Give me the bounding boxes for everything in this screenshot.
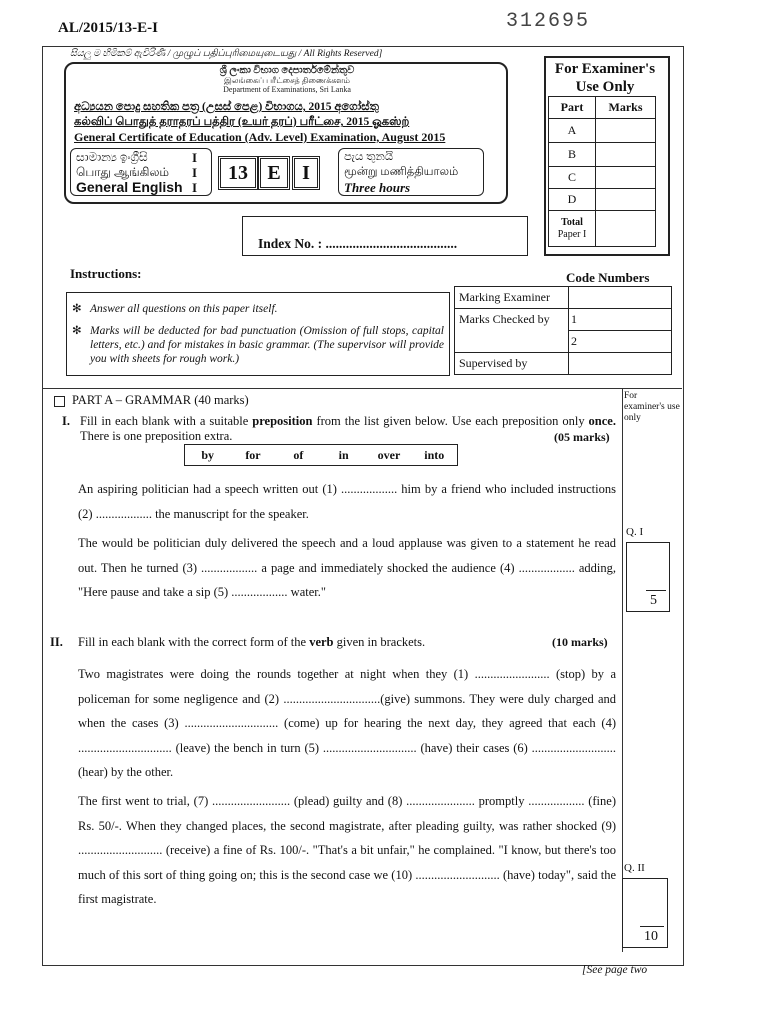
subject-part-2: I (192, 165, 198, 180)
q1-score-max: 5 (650, 593, 657, 608)
row-part-c: C (549, 167, 596, 189)
instructions-heading: Instructions: (70, 266, 142, 281)
code-label-supervised: Supervised by (455, 353, 569, 375)
q2-paragraph-2: The first went to trial, (7) ......................... (plead) guilty and (8) ...................... promptly .................. (fine) Rs. 50/-. When they changed places, the second magistrate, after pleading guilty, was rather shocked (9) ........................... (receive) a fine of Rs. 100/-. "That's a bit unfair," he complained. "I know, but there's too much of this sort of thing going on; this is the second case we (10) ........................... (have) today", said the first magistrate. (78, 794, 616, 906)
rights-line: සියලු ම හිමිකම් ඇවිරිණි / முழுப் பதிப்புரிமையுடையது / All Rights Reserved] (70, 49, 383, 59)
q1-text-c: from the list given below. Use each preposition only (312, 414, 589, 428)
q2-number: II. (50, 635, 63, 649)
examiner-title: For Examiner's Use Only (554, 61, 656, 95)
col-part: Part (549, 97, 596, 119)
q1-number: I. (62, 414, 70, 428)
prep-option: into (424, 448, 445, 462)
subject-part-3: I (192, 180, 198, 195)
duration-text (344, 150, 458, 195)
marks-cell-b[interactable] (596, 143, 656, 167)
paper-code: AL/2015/13-E-I (58, 20, 159, 36)
q1-score-label: Q. I (626, 526, 644, 538)
q2-instruction (78, 635, 425, 650)
prep-option: for (245, 448, 261, 462)
q1-paragraph-1: An aspiring politician had a speech written out (1) .................. him by a friend who included instructions (2) .................. the manuscript for the speaker. (78, 482, 616, 521)
total-sub: Paper I (557, 228, 587, 240)
examiner-marks-table (548, 96, 656, 247)
row-part-a: A (549, 119, 596, 143)
code-value-supervised[interactable] (569, 353, 672, 375)
q1-paragraph-2: The would be politician duly delivered the speech and a loud applause was given to a statement he read out. Then he turned (3) .................. a page and immediately shocked the audience (4) .................. adding, "Here pause and take a sip (5) .................. water." (78, 536, 616, 599)
checkbox-icon (54, 396, 65, 407)
duration-si: පැය තුනයි (344, 151, 394, 163)
row-total (549, 211, 596, 247)
dept-si: ශ්‍රී ලංකා විභාග දෙපාර්තමේන්තුව (219, 65, 355, 76)
instruction-text-2: Marks will be deducted for bad punctuation (Omission of full stops, capital letters, etc.) and for mistakes in basic grammar. (The supervisor will provide you with sheets for rough work.) (90, 325, 444, 365)
part-a-title: PART A – GRAMMAR (40 marks) (72, 393, 249, 407)
exam-title-en: General Certificate of Education (Adv. Level) Examination, August 2015 (74, 130, 446, 144)
prep-option: of (293, 448, 304, 462)
subject-part-col (192, 150, 197, 195)
exam-title-ta: கல்விப் பொதுத் தராதரப் பத்திர (உயர் தரப்) பரீட்சை, 2015 ஓகஸ்ற் (74, 116, 410, 128)
q1-score-box[interactable] (626, 542, 670, 612)
prep-option: over (377, 448, 401, 462)
exam-title-si: අධ්‍යයන පොදු සහතික පත්‍ර (උසස් පෙළ) විභාගය, 2015 අගෝස්තු (74, 101, 379, 113)
code-numbers-table (454, 286, 672, 375)
duration-en: Three hours (344, 180, 411, 195)
marks-cell-total[interactable] (596, 211, 656, 247)
q2-marks: (10 marks) (552, 635, 608, 649)
subject-en: General English (76, 179, 183, 195)
q1-instruction (80, 414, 616, 444)
subject-part-1: I (192, 150, 198, 165)
code-part-box: I (292, 156, 320, 190)
total-label: Total (561, 216, 583, 228)
preposition-list (184, 444, 458, 466)
q1-text-d: once. (588, 414, 616, 428)
code-label-checked: Marks Checked by (455, 309, 569, 331)
q2-paragraph-1: Two magistrates were doing the rounds together at night when they (1) ........................ (stop) by a policeman for some negligence and (2) ...............................(give) summons. They were duly charged and when the cases (3) .............................. (come) up for hearing the next day, they agreed that each (4) .............................. (leave) the bench in turn (5) .............................. (have) their cases (6) ........................... (hear) by the other. (78, 667, 616, 779)
dept-ta: இலங்கைப் பரீட்சைத் திணைக்களம் (224, 75, 350, 85)
instruction-item-1 (72, 302, 444, 316)
row-part-d: D (549, 189, 596, 211)
examiner-use-note: For examiner's use only (624, 391, 680, 423)
subject-ta: பொது ஆங்கிலம் (76, 165, 170, 179)
marks-cell-c[interactable] (596, 167, 656, 189)
section-divider (42, 388, 682, 389)
q1-text-b: preposition (252, 414, 313, 428)
instruction-item-2 (72, 324, 444, 366)
code-value-marking[interactable] (569, 287, 672, 309)
part-a-heading (72, 393, 249, 408)
subject-names (76, 150, 183, 195)
q2-score-rule (640, 926, 664, 927)
marks-cell-d[interactable] (596, 189, 656, 211)
code-numbers-heading: Code Numbers (566, 270, 650, 285)
q1-score-rule (646, 590, 666, 591)
index-label: Index No. : ....................................... (258, 236, 458, 251)
code-label-marking: Marking Examiner (455, 287, 569, 309)
marks-cell-a[interactable] (596, 119, 656, 143)
code-letter-box: E (258, 156, 290, 190)
see-page-two: [See page two (582, 964, 648, 976)
q1-marks: (05 marks) (554, 430, 610, 444)
code-value-checked-2[interactable]: 2 (569, 331, 672, 353)
bullet-icon: ✻ (72, 303, 82, 315)
bullet-icon: ✻ (72, 325, 82, 337)
q2-score-label: Q. II (624, 862, 645, 874)
duration-ta: மூன்று மணித்தியாலம் (344, 166, 459, 178)
instructions-list (72, 302, 444, 366)
q2-score-max: 10 (644, 929, 658, 944)
exam-title-block (74, 100, 502, 145)
col-marks: Marks (596, 97, 656, 119)
prep-option: by (201, 448, 214, 462)
dept-en: Department of Examinations, Sri Lanka (223, 85, 351, 94)
department-block (76, 66, 498, 95)
code-label-checked-2 (455, 331, 569, 353)
row-part-b: B (549, 143, 596, 167)
code-value-checked-1[interactable]: 1 (569, 309, 672, 331)
q2-text-b: verb (309, 635, 334, 649)
q1-text-e: There is one preposition extra. (80, 429, 233, 443)
serial-number: 312695 (506, 10, 591, 33)
q1-text-a: Fill in each blank with a suitable (80, 414, 253, 428)
examiner-column-line (622, 388, 623, 952)
q2-text-a: Fill in each blank with the correct form of the (78, 635, 310, 649)
code-digits-box: 13 (218, 156, 258, 190)
instruction-text-1: Answer all questions on this paper itself. (90, 303, 278, 315)
subject-si: සාමාන්‍ය ඉංග්‍රීසි (76, 150, 148, 164)
q2-text-c: given in brackets. (333, 635, 426, 649)
prep-option: in (338, 448, 349, 462)
